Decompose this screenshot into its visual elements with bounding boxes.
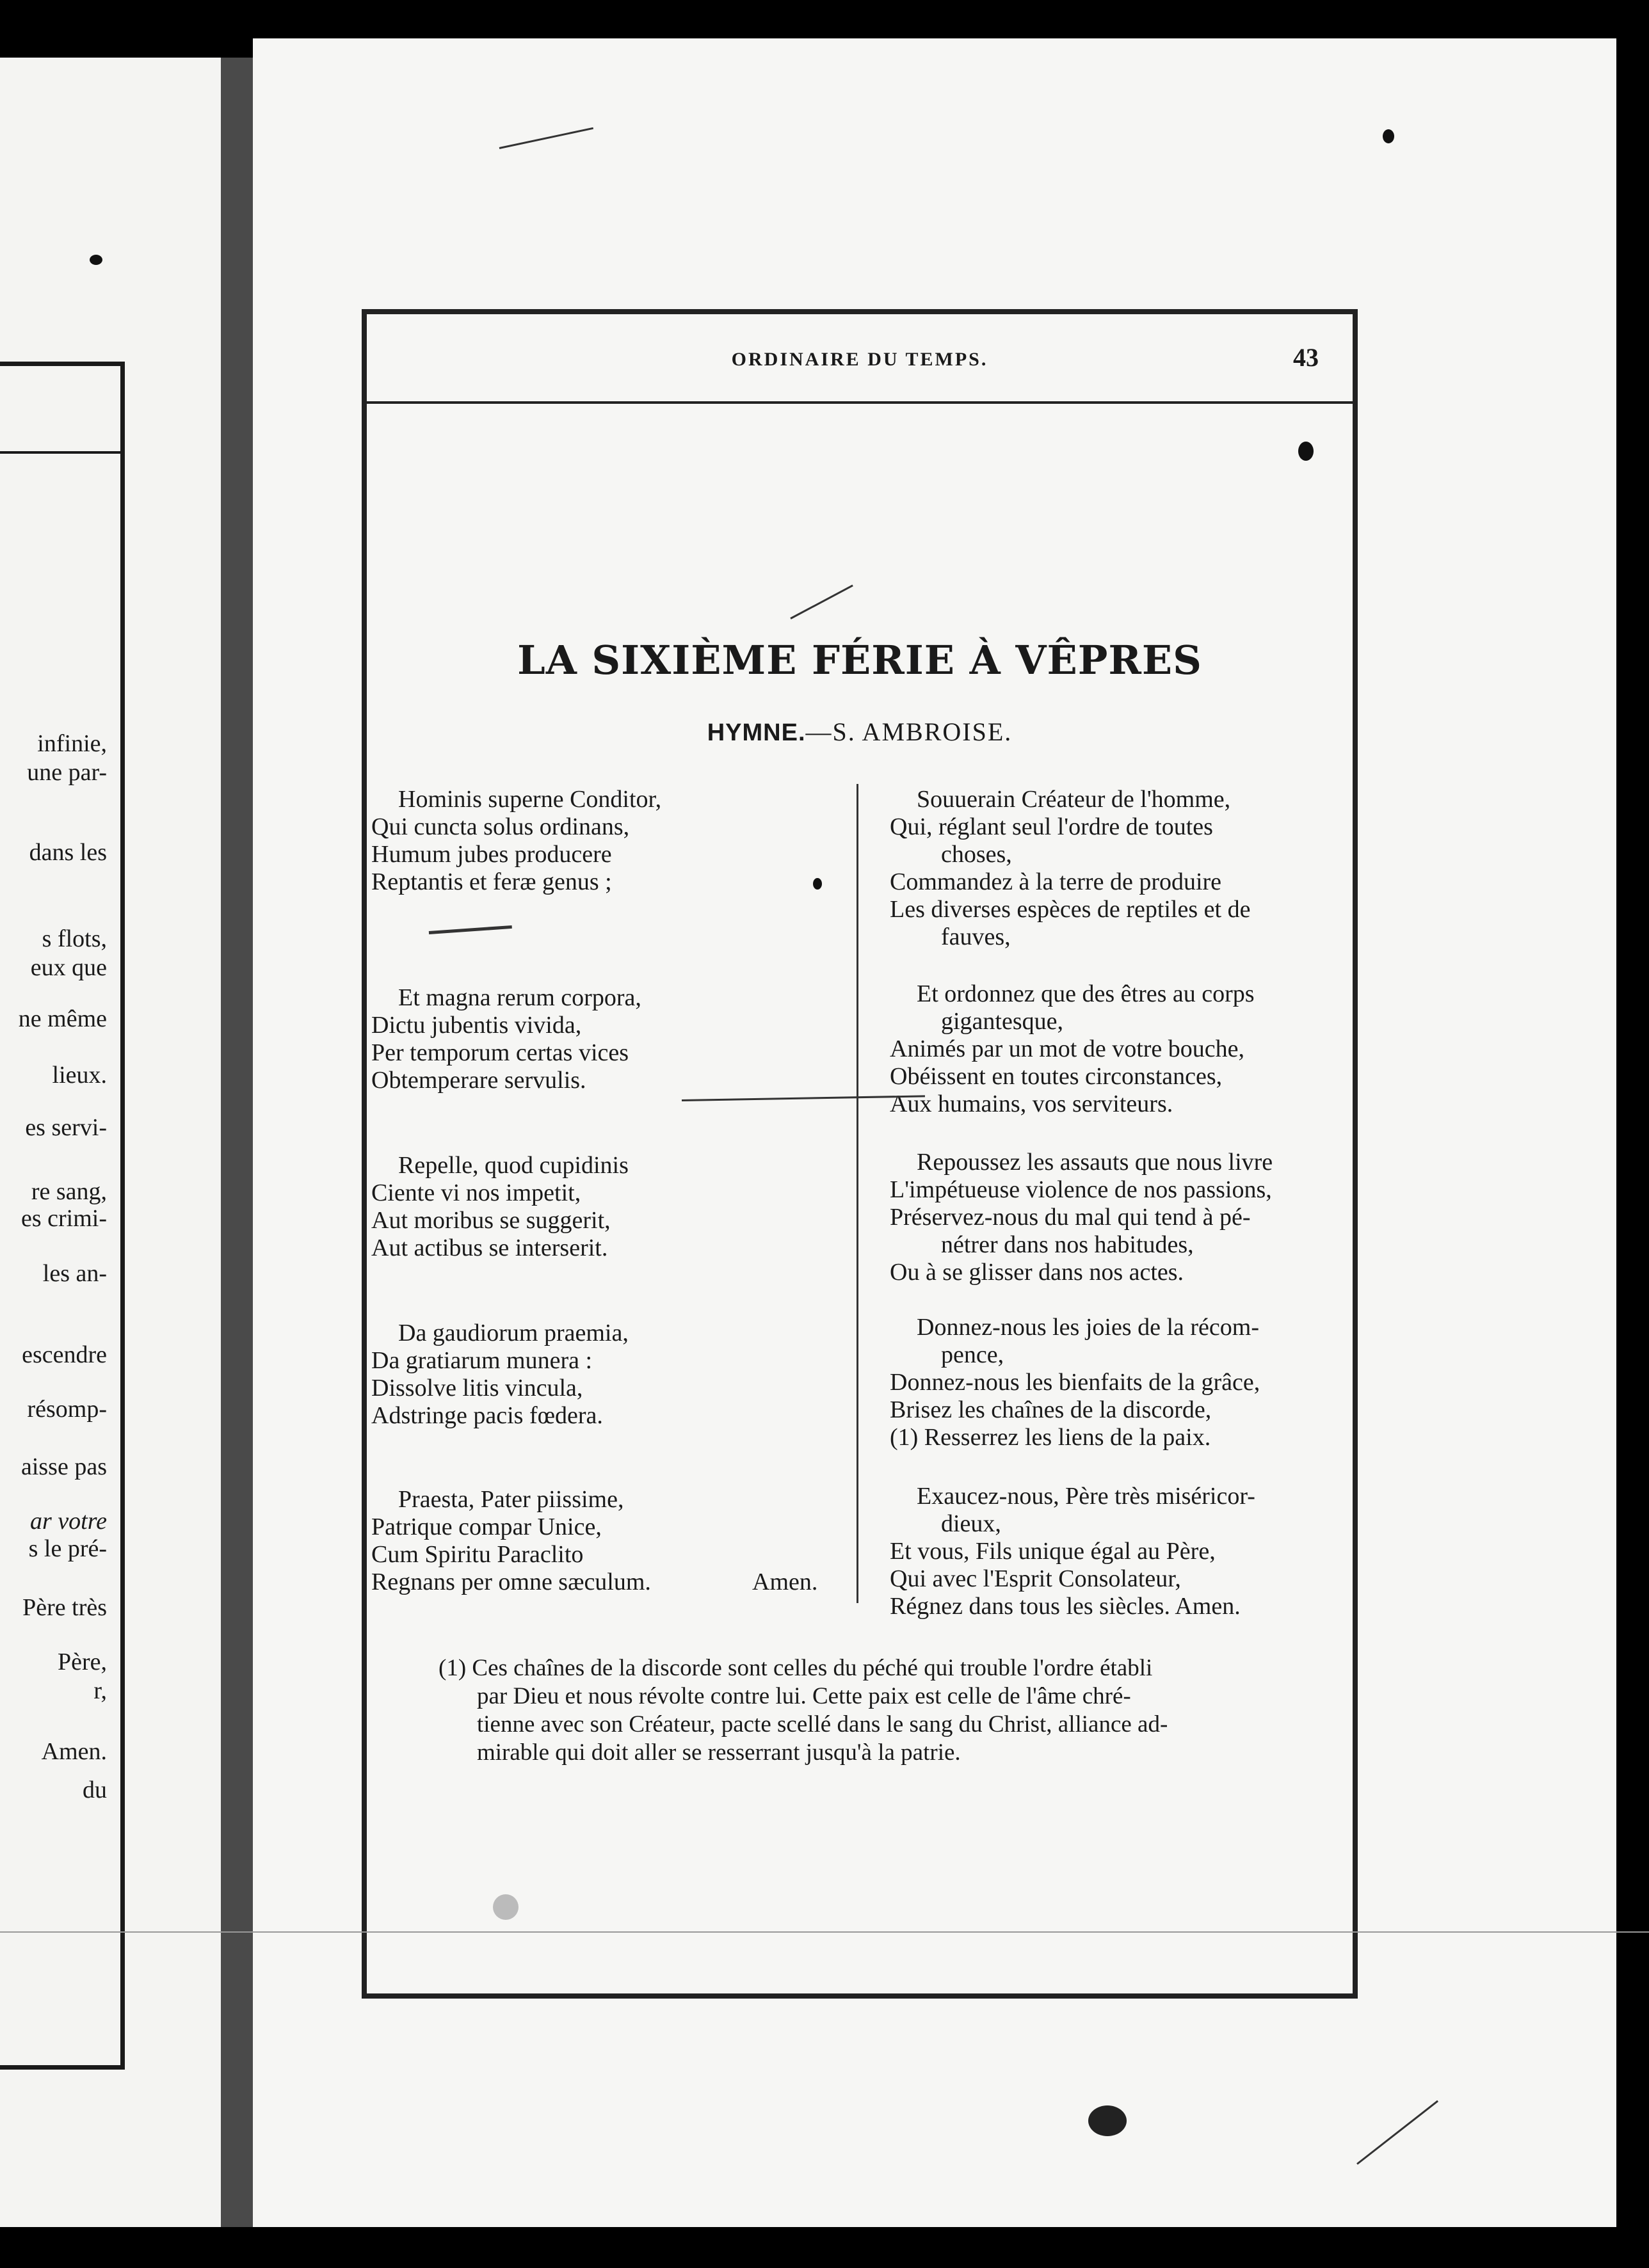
latin-line: Da gratiarum munera : xyxy=(371,1347,593,1374)
left-text-fragment: ar votre xyxy=(30,1508,107,1535)
scan-line xyxy=(0,1931,1649,1933)
french-line: Aux humains, vos serviteurs. xyxy=(890,1090,1173,1117)
scan-speck xyxy=(1298,442,1314,461)
french-line: Donnez-nous les bienfaits de la grâce, xyxy=(890,1369,1260,1396)
hymn-label: HYMNE. xyxy=(707,719,806,746)
hymn-subtitle xyxy=(367,717,1353,747)
french-line: Souuerain Créateur de l'homme, xyxy=(917,786,1231,813)
french-line: dieux, xyxy=(941,1510,1001,1537)
left-text-fragment: eux que xyxy=(30,954,107,981)
left-text-fragment: du xyxy=(83,1777,107,1803)
left-text-fragment: s flots, xyxy=(42,925,107,952)
footnote-line: par Dieu et nous révolte contre lui. Cette paix est celle de l'âme chré- xyxy=(477,1683,1131,1709)
latin-line: Praesta, Pater piissime, xyxy=(398,1486,624,1513)
french-line: Exaucez-nous, Père très miséricor- xyxy=(917,1483,1255,1510)
latin-line: Ciente vi nos impetit, xyxy=(371,1179,581,1206)
french-line: Commandez à la terre de produire xyxy=(890,868,1222,895)
latin-line: Dissolve litis vincula, xyxy=(371,1375,583,1402)
column-divider xyxy=(857,784,858,1603)
latin-line: Et magna rerum corpora, xyxy=(398,984,641,1011)
book-gutter-shadow xyxy=(221,58,253,2227)
french-line: L'impétueuse violence de nos passions, xyxy=(890,1176,1272,1203)
left-text-fragment: Amen. xyxy=(41,1738,107,1765)
french-line: pence, xyxy=(941,1341,1004,1368)
french-line: Régnez dans tous les siècles. Amen. xyxy=(890,1593,1241,1620)
french-stanza xyxy=(890,980,1255,1118)
left-text-fragment: Père, xyxy=(57,1649,107,1675)
left-text-fragment: une par- xyxy=(27,759,107,786)
left-text-fragment: résomp- xyxy=(27,1396,107,1423)
french-line: Animés par un mot de votre bouche, xyxy=(890,1035,1245,1062)
french-line: Les diverses espèces de reptiles et de xyxy=(890,896,1251,923)
latin-amen: Amen. xyxy=(752,1569,818,1595)
scan-speck xyxy=(1088,2105,1127,2136)
french-line: Et ordonnez que des êtres au corps xyxy=(917,980,1255,1007)
french-line: Obéissent en toutes circonstances, xyxy=(890,1063,1223,1090)
hymn-author: —S. AMBROISE. xyxy=(805,717,1013,746)
scan-speck xyxy=(90,255,102,265)
latin-stanza xyxy=(371,1486,651,1596)
left-text-fragment: escendre xyxy=(22,1341,107,1368)
scan-speck xyxy=(493,1894,519,1920)
french-line: choses, xyxy=(941,841,1012,868)
french-stanza xyxy=(890,1483,1255,1620)
header-rule xyxy=(367,401,1353,404)
french-stanza xyxy=(890,1314,1260,1451)
footnote-line: (1) Ces chaînes de la discorde sont celles du péché qui trouble l'ordre établi xyxy=(438,1655,1153,1681)
french-line: fauves, xyxy=(941,923,1011,950)
footnote-line: tienne avec son Créateur, pacte scellé dans le sang du Christ, alliance ad- xyxy=(477,1711,1168,1737)
latin-stanza xyxy=(371,984,641,1094)
left-text-fragment: re sang, xyxy=(31,1178,107,1205)
latin-stanza xyxy=(371,1320,629,1430)
french-line: Repoussez les assauts que nous livre xyxy=(917,1149,1273,1176)
latin-line: Repelle, quod cupidinis xyxy=(398,1152,629,1179)
french-line: (1) Resserrez les liens de la paix. xyxy=(890,1424,1211,1451)
scan-speck xyxy=(813,878,822,890)
latin-line: Reptantis et feræ genus ; xyxy=(371,868,612,895)
left-text-fragment: dans les xyxy=(29,839,107,866)
latin-line: Humum jubes producere xyxy=(371,841,612,868)
left-text-fragment: es servi- xyxy=(25,1114,107,1141)
page-number: 43 xyxy=(1293,343,1319,372)
left-text-fragment: s le pré- xyxy=(28,1535,107,1562)
latin-line: Cum Spiritu Paraclito xyxy=(371,1541,584,1568)
left-text-fragment: infinie, xyxy=(37,730,107,757)
latin-line: Patrique compar Unice, xyxy=(371,1513,602,1540)
left-page-fragment xyxy=(0,58,221,2227)
section-title: LA SIXIÈME FÉRIE À VÊPRES xyxy=(517,637,1202,683)
french-line: Qui avec l'Esprit Consolateur, xyxy=(890,1565,1181,1592)
french-stanza xyxy=(890,786,1250,951)
footnote-line: mirable qui doit aller se resserrant jusqu'à la patrie. xyxy=(477,1739,961,1766)
running-head: ORDINAIRE DU TEMPS. xyxy=(731,349,988,370)
scan-speck xyxy=(1383,129,1394,143)
latin-line: Dictu jubentis vivida, xyxy=(371,1012,582,1039)
left-text-fragment: ne même xyxy=(18,1005,107,1032)
left-text-fragment: lieux. xyxy=(52,1062,107,1089)
latin-line: Regnans per omne sæculum. xyxy=(371,1569,651,1595)
left-text-fragment: aisse pas xyxy=(20,1453,107,1480)
latin-line: Qui cuncta solus ordinans, xyxy=(371,813,630,840)
latin-line: Aut moribus se suggerit, xyxy=(371,1207,611,1234)
left-text-fragment: r, xyxy=(93,1677,107,1704)
latin-line: Da gaudiorum praemia, xyxy=(398,1320,629,1346)
latin-line: Adstringe pacis fœdera. xyxy=(371,1402,603,1429)
french-line: Donnez-nous les joies de la récom- xyxy=(917,1314,1259,1341)
french-line: Qui, réglant seul l'ordre de toutes xyxy=(890,813,1213,840)
latin-line: Aut actibus se interserit. xyxy=(371,1234,608,1261)
latin-line: Obtemperare servulis. xyxy=(371,1067,586,1094)
french-line: gigantesque, xyxy=(941,1008,1064,1035)
french-line: Ou à se glisser dans nos actes. xyxy=(890,1259,1184,1286)
left-text-fragment: les an- xyxy=(42,1260,107,1287)
french-stanza xyxy=(890,1149,1273,1286)
latin-stanza xyxy=(371,786,661,896)
french-line: Et vous, Fils unique égal au Père, xyxy=(890,1538,1216,1565)
footnote xyxy=(438,1654,1347,1767)
french-line: nétrer dans nos habitudes, xyxy=(941,1231,1194,1258)
french-line: Préservez-nous du mal qui tend à pé- xyxy=(890,1204,1251,1231)
left-header-rule xyxy=(0,451,120,454)
latin-stanza xyxy=(371,1152,629,1262)
left-text-fragment: Père très xyxy=(22,1594,107,1621)
left-text-fragment: es crimi- xyxy=(20,1205,107,1232)
french-line: Brisez les chaînes de la discorde, xyxy=(890,1396,1212,1423)
latin-line: Hominis superne Conditor, xyxy=(398,786,662,813)
latin-line: Per temporum certas vices xyxy=(371,1039,629,1066)
